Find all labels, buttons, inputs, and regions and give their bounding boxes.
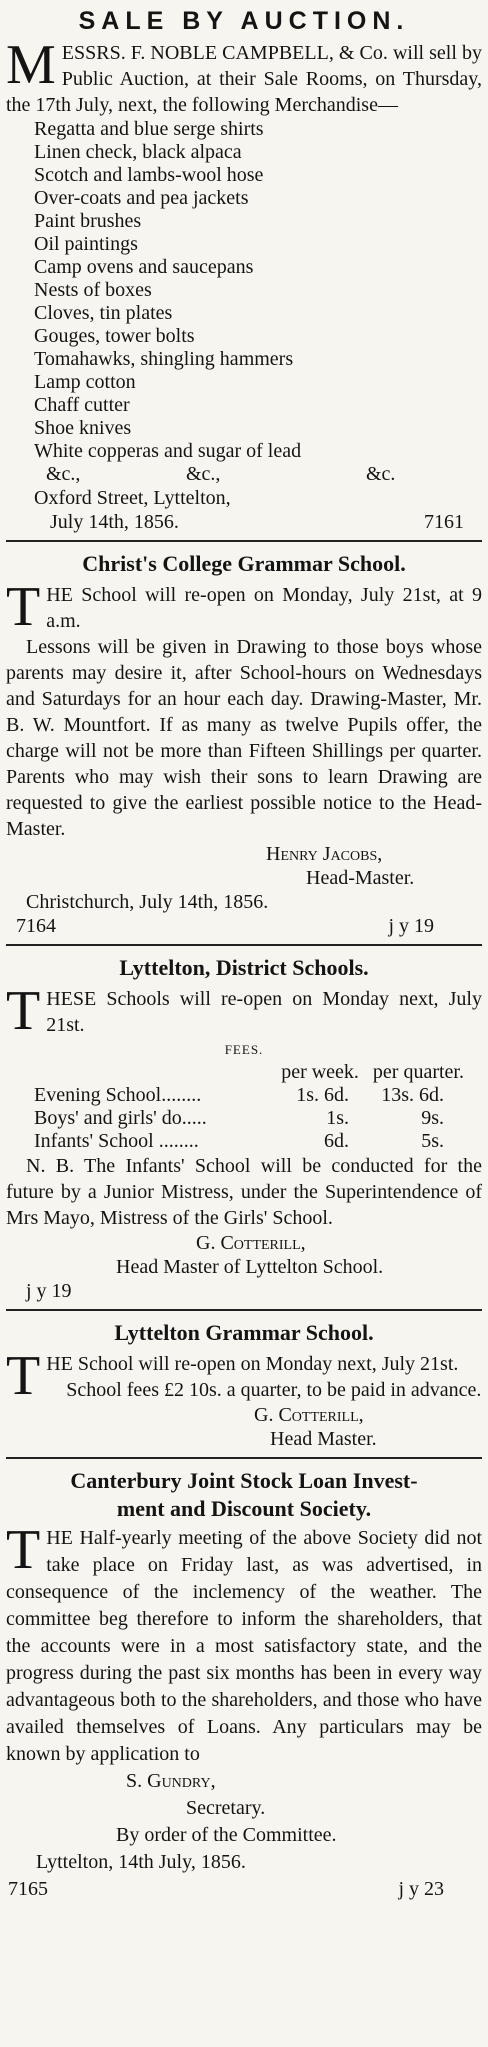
list-item: Scotch and lambs-wool hose	[34, 164, 264, 186]
christs-college-advertisement	[6, 550, 482, 938]
col-quarter: per quarter.	[372, 1061, 464, 1083]
auction-intro	[6, 34, 482, 118]
etc-1: &c.,	[46, 463, 81, 485]
auction-headline: SALE BY AUCTION.	[78, 7, 410, 35]
drop-cap: M	[6, 34, 56, 96]
loan-society-advertisement	[6, 1467, 482, 1903]
ad-para	[6, 1519, 482, 1768]
ad-para: Lessons will be given in Drawing to those boys whose parents may desire it, after School-hours on Wednesdays and Saturdays for an hour each day. Drawing-Master, Mr. B. W. Mountfort. If as many as twelve Pupils offer, the charge will not be more than Fifteen Shillings per quarter. Parents who may wish their sons to learn Drawing are requested to give the earliest possible notice to the Head-Master.	[6, 636, 482, 840]
ad-para	[6, 980, 482, 1042]
list-item: Nests of boxes	[34, 279, 152, 301]
signer-role: Head-Master.	[306, 867, 415, 889]
grammar-school-advertisement	[6, 1319, 482, 1451]
fee-row	[6, 1130, 482, 1153]
signer-name: Henry Jacobs,	[266, 843, 383, 865]
divider	[6, 1309, 482, 1311]
divider	[6, 540, 482, 542]
ad-para-text: HESE Schools will re-open on Monday next, July 21st.	[46, 988, 482, 1036]
list-item: Cloves, tin plates	[34, 302, 173, 324]
list-item: Regatta and blue serge shirts	[34, 118, 264, 140]
drop-cap: T	[6, 1345, 41, 1407]
drop-cap: T	[6, 576, 41, 638]
list-item: Lamp cotton	[34, 371, 136, 393]
ad-para	[6, 576, 482, 638]
list-item: Linen check, black alpaca	[34, 141, 242, 163]
list-item: Tomahawks, shingling hammers	[34, 348, 294, 370]
fee-row	[6, 1084, 482, 1107]
ad-para-text: HE School will re-open on Monday, July 21st, at 9 a.m.	[46, 584, 482, 632]
ad-code: j y 19	[388, 915, 434, 937]
list-item: Oil paintings	[34, 233, 138, 255]
ad-ref: 7165	[8, 1878, 48, 1900]
fee-week: 1s. 6d.	[296, 1084, 349, 1106]
drop-cap: T	[6, 980, 41, 1042]
ad-code: j y 19	[26, 1280, 72, 1302]
signer-name: S. Gundry,	[126, 1770, 216, 1792]
signer-name: G. Cotterill,	[254, 1404, 364, 1426]
signer-role: Secretary.	[186, 1797, 266, 1819]
fee-name: Evening School........	[34, 1084, 202, 1106]
ad-note: N. B. The Infants' School will be conducted for the future by a Junior Mistress, under the Superintendence of Mrs Mayo, Mistress of the Girls' School.	[6, 1155, 482, 1229]
auction-intro-text: ESSRS. F. NOBLE CAMPBELL, & Co. will sell by Public Auction, at their Sale Rooms, on Thursday, the 17th July, next, the following Merchandise—	[6, 42, 482, 116]
col-week: per week.	[281, 1061, 359, 1083]
ad-para-text: HE Half-yearly meeting of the above Society did not take place on Friday last, as was advertised, in consequence of the inclemency of the weather. The committee beg therefore to inform the shareholders, that the accounts were in a most satisfactory state, and the progress during the past six months has been in every way advantageous both to the shareholders, and those who have availed themselves of Loans. Any particulars may be known by application to	[6, 1527, 482, 1765]
list-item: Shoe knives	[34, 417, 132, 439]
fee-name: Infants' School ........	[34, 1130, 199, 1152]
committee-order: By order of the Committee.	[116, 1824, 337, 1846]
ad-footer	[6, 1876, 482, 1903]
drop-cap: T	[6, 1519, 41, 1581]
fees-label: FEES.	[224, 1042, 264, 1057]
place-date: Christchurch, July 14th, 1856.	[26, 891, 269, 913]
ad-title: Lyttelton Grammar School.	[114, 1320, 374, 1345]
fee-week: 6d.	[324, 1130, 349, 1152]
list-item: Paint brushes	[34, 210, 142, 232]
ad-title-line1: Canterbury Joint Stock Loan Invest-	[70, 1468, 418, 1493]
ad-para-text: HE School will re-open on Monday next, July 21st.	[46, 1353, 459, 1375]
ad-para: School fees £2 10s. a quarter, to be paid in advance.	[66, 1379, 482, 1401]
ad-footer	[6, 914, 482, 938]
fee-name: Boys' and girls' do.....	[34, 1107, 207, 1129]
fee-quarter: 5s.	[421, 1130, 444, 1152]
merchandise-list	[6, 118, 482, 463]
divider	[6, 1457, 482, 1459]
list-item: Camp ovens and saucepans	[34, 256, 254, 278]
fee-row	[6, 1107, 482, 1130]
etc-2: &c.,	[186, 463, 221, 485]
ad-code: j y 23	[398, 1878, 444, 1900]
auction-date: July 14th, 1856.	[50, 511, 179, 533]
list-item: Chaff cutter	[34, 394, 130, 416]
signer-role: Head Master.	[270, 1428, 377, 1450]
ad-title-line2: ment and Discount Society.	[116, 1496, 372, 1521]
ad-title: Christ's College Grammar School.	[82, 551, 406, 576]
auction-ref: 7161	[424, 511, 464, 533]
etcetera-line	[6, 463, 482, 486]
list-item: White copperas and sugar of lead	[34, 440, 302, 462]
divider	[6, 944, 482, 946]
signer-role: Head Master of Lyttelton School.	[116, 1256, 384, 1278]
ad-title: Lyttelton, District Schools.	[119, 955, 369, 980]
auction-advertisement	[6, 6, 482, 534]
signer-name: G. Cotterill,	[196, 1232, 306, 1254]
fees-header	[6, 1060, 482, 1084]
auction-address: Oxford Street, Lyttelton,	[34, 487, 231, 509]
place-date: Lyttelton, 14th July, 1856.	[36, 1851, 246, 1873]
etc-3: &c.	[366, 463, 396, 485]
ad-ref: 7164	[16, 915, 56, 937]
fee-quarter: 13s. 6d.	[381, 1084, 444, 1106]
list-item: Over-coats and pea jackets	[34, 187, 249, 209]
auction-footer	[6, 510, 482, 534]
fee-week: 1s.	[326, 1107, 349, 1129]
fee-quarter: 9s.	[421, 1107, 444, 1129]
district-schools-advertisement	[6, 954, 482, 1303]
list-item: Gouges, tower bolts	[34, 325, 195, 347]
